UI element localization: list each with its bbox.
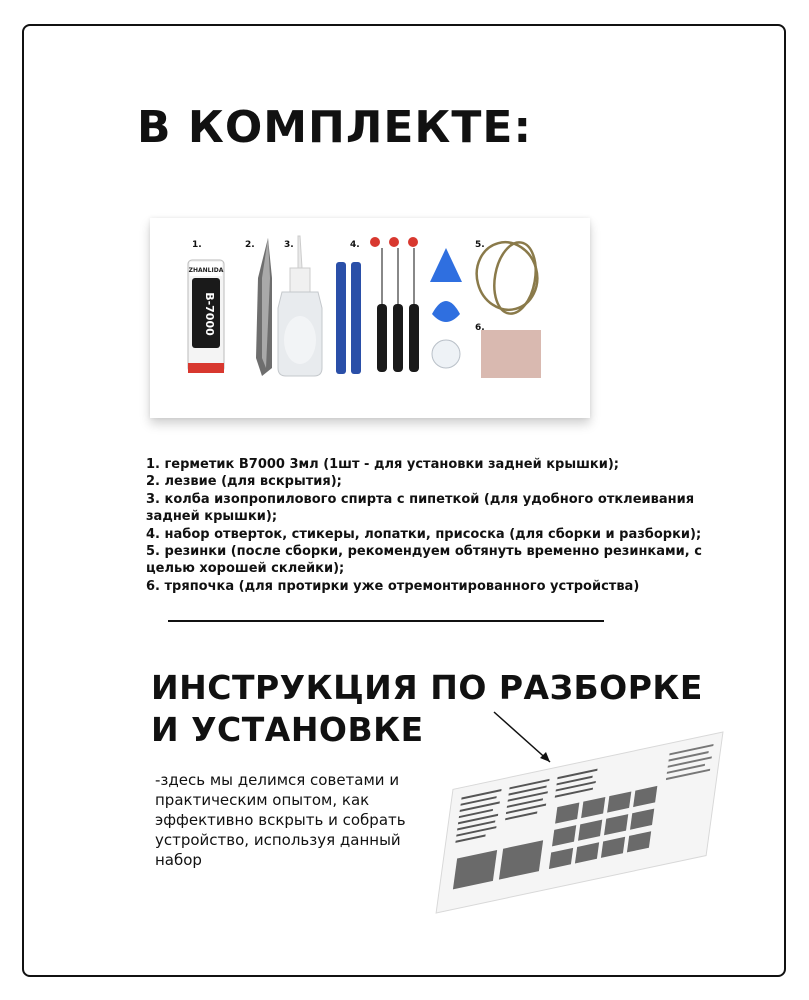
blade-illustration (256, 238, 272, 376)
kit-photo (150, 218, 590, 418)
tube-label-text: B-7000 (203, 292, 216, 336)
instruction-title-line-2: И УСТАНОВКЕ (151, 710, 424, 749)
image-number-4: 4. (350, 240, 360, 250)
kit-items-list (146, 456, 726, 595)
instruction-description: -здесь мы делимся советами и практическим опытом, как эффективно вскрыть и собрать устройство, используя данный набор (155, 771, 406, 869)
instruction-title-line-1: ИНСТРУКЦИЯ ПО РАЗБОРКЕ (151, 668, 703, 707)
image-number-2: 2. (245, 240, 255, 250)
kit-item: 6. тряпочка (для протирки уже отремонтированного устройства) (146, 578, 640, 594)
image-number-5: 5. (475, 240, 485, 250)
kit-tools-illustration (150, 218, 590, 418)
kit-item: 4. набор отверток, стикеры, лопатки, присоска (для сборки и разборки); (146, 526, 702, 542)
tools-set-illustration (336, 237, 462, 374)
alcohol-bottle-illustration (278, 236, 322, 376)
image-number-3: 3. (284, 240, 294, 250)
kit-item: целью хорошей склейки); (146, 561, 345, 577)
kit-item: 5. резинки (после сборки, рекомендуем обтянуть временно резинками, с (146, 544, 702, 560)
b7000-tube-illustration (188, 260, 224, 373)
tube-brand-text: ZHANLIDA (188, 267, 224, 274)
kit-item: задней крышки); (146, 509, 278, 525)
kit-item: 3. колба изопропилового спирта с пипеткой (для удобного отклеивания (146, 491, 695, 507)
image-number-6: 6. (475, 323, 485, 333)
kit-item: 2. лезвие (для вскрытия); (146, 474, 342, 490)
cloth-illustration (481, 330, 541, 378)
section-divider (168, 620, 604, 622)
kit-title: В КОМПЛЕКТЕ: (137, 102, 533, 153)
kit-item: 1. герметик B7000 3мл (1шт - для установки задней крышки); (146, 457, 619, 472)
image-number-1: 1. (192, 240, 202, 250)
instruction-booklet-illustration (430, 710, 730, 940)
